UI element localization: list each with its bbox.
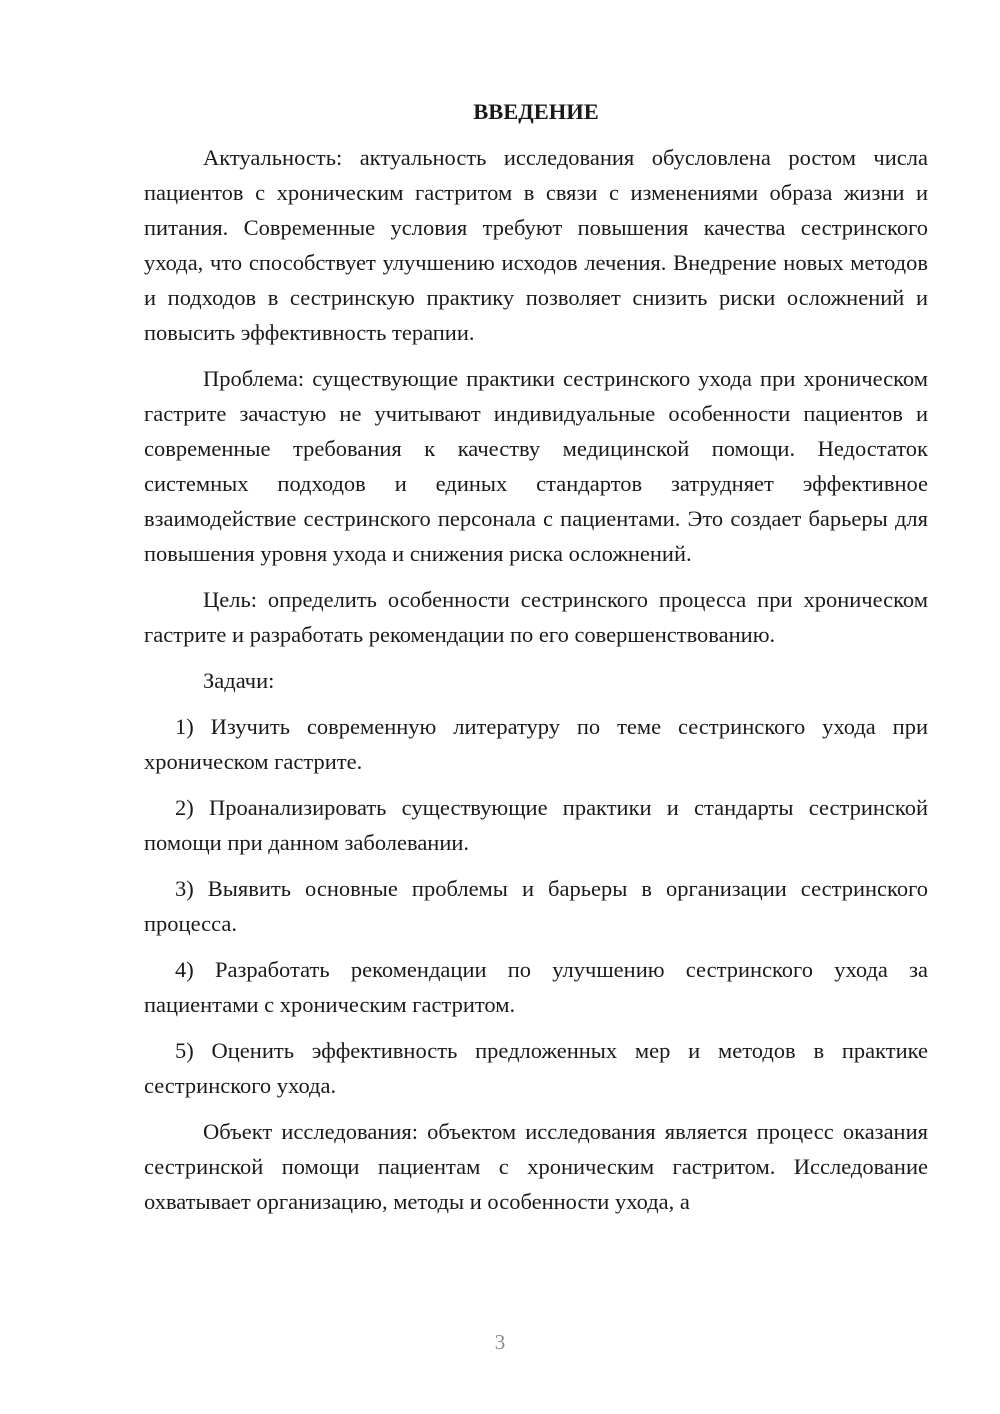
tasks-label: Задачи: (203, 668, 275, 693)
paragraph-relevance: Актуальность: актуальность исследования обусловлена ростом числа пациентов с хроническим гастритом в связи с изменениями образа жизни и питания. Современные условия требуют повышения качества сестринского ухода, что способствует улучшению исходов лечения. Внедрение новых методов и подходов в сестринскую практику позволяет снизить риски осложнений и повысить эффективность терапии. (144, 145, 928, 345)
paragraph-object: Объект исследования: объектом исследования является процесс оказания сестринской помощи пациентам с хроническим гастритом. Исследование охватывает организацию, методы и особенности ухода, а (144, 1119, 928, 1214)
section-heading: ВВЕДЕНИЕ (473, 99, 599, 124)
page-number: 3 (494, 1330, 506, 1354)
list-item: 5) Оценить эффективность предложенных мер и методов в практике сестринского ухода. (144, 1038, 928, 1098)
list-item: 4) Разработать рекомендации по улучшению сестринского ухода за пациентами с хроническим гастритом. (144, 957, 928, 1017)
tasks-list (144, 709, 928, 1103)
list-item: 1) Изучить современную литературу по теме сестринского ухода при хроническом гастрите. (144, 714, 928, 774)
page-body (144, 94, 928, 1219)
list-item: 2) Проанализировать существующие практики и стандарты сестринской помощи при данном заболевании. (144, 795, 928, 855)
list-item: 3) Выявить основные проблемы и барьеры в организации сестринского процесса. (144, 876, 928, 936)
paragraph-problem: Проблема: существующие практики сестринского ухода при хроническом гастрите зачастую не учитывают индивидуальные особенности пациентов и современные требования к качеству медицинской помощи. Недостаток системных подходов и единых стандартов затрудняет эффективное взаимодействие сестринского персонала с пациентами. Это создает барьеры для повышения уровня ухода и снижения риска осложнений. (144, 366, 928, 566)
paragraph-goal: Цель: определить особенности сестринского процесса при хроническом гастрите и разработать рекомендации по его совершенствованию. (144, 587, 928, 647)
